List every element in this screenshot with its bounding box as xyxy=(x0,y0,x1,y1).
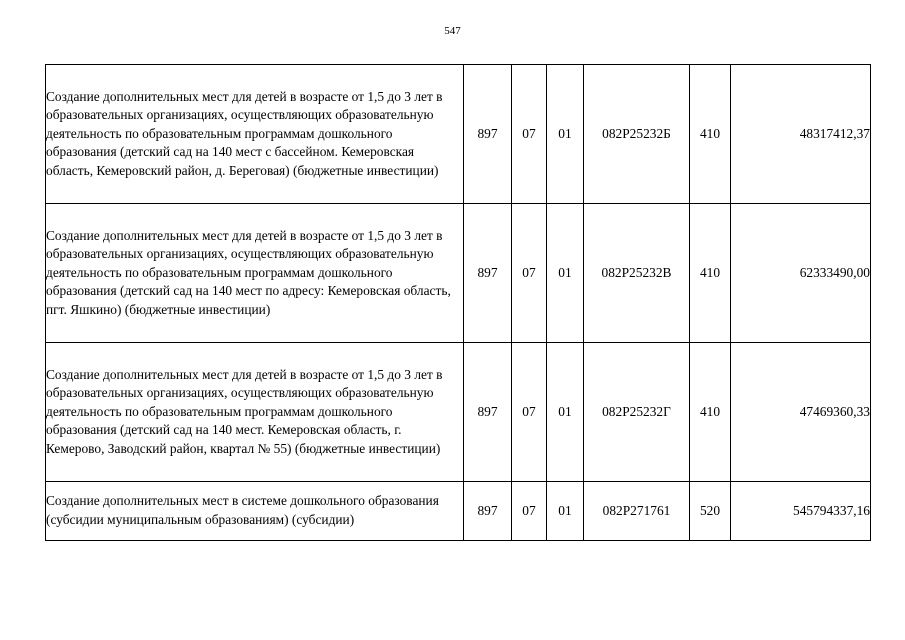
amount-cell: 47469360,33 xyxy=(731,343,871,482)
amount-cell: 545794337,16 xyxy=(731,482,871,541)
ministry-code-cell: 897 xyxy=(464,343,512,482)
section-code-cell: 07 xyxy=(512,204,547,343)
table-row xyxy=(46,343,871,482)
row-description: Создание дополнительных мест для детей в возрасте от 1,5 до 3 лет в образовательных организациях, осуществляющих образовательную деятельность по образовательным программам дошкольного образования (детский сад на 140 мест с бассейном. Кемеровская область, Кемеровский район, д. Береговая) (бюджетные инвестиции) xyxy=(46,65,464,204)
subsection-code-cell: 01 xyxy=(547,65,584,204)
row-description: Создание дополнительных мест для детей в возрасте от 1,5 до 3 лет в образовательных организациях, осуществляющих образовательную деятельность по образовательным программам дошкольного образования (детский сад на 140 мест по адресу: Кемеровская область, пгт. Яшкино) (бюджетные инвестиции) xyxy=(46,204,464,343)
ministry-code-cell: 897 xyxy=(464,482,512,541)
amount-cell: 48317412,37 xyxy=(731,65,871,204)
target-article-cell: 082P25232Б xyxy=(584,65,690,204)
table-row xyxy=(46,204,871,343)
expense-type-cell: 410 xyxy=(690,65,731,204)
section-code-cell: 07 xyxy=(512,482,547,541)
page-number: 547 xyxy=(444,25,461,37)
row-description: Создание дополнительных мест в системе дошкольного образования (субсидии муниципальным образованиям) (субсидии) xyxy=(46,482,464,541)
table-row xyxy=(46,482,871,541)
subsection-code-cell: 01 xyxy=(547,204,584,343)
subsection-code-cell: 01 xyxy=(547,482,584,541)
ministry-code-cell: 897 xyxy=(464,65,512,204)
amount-cell: 62333490,00 xyxy=(731,204,871,343)
target-article-cell: 082P271761 xyxy=(584,482,690,541)
ministry-code-cell: 897 xyxy=(464,204,512,343)
expense-type-cell: 410 xyxy=(690,204,731,343)
section-code-cell: 07 xyxy=(512,343,547,482)
target-article-cell: 082P25232В xyxy=(584,204,690,343)
target-article-cell: 082P25232Г xyxy=(584,343,690,482)
expense-type-cell: 520 xyxy=(690,482,731,541)
row-description: Создание дополнительных мест для детей в возрасте от 1,5 до 3 лет в образовательных организациях, осуществляющих образовательную деятельность по образовательным программам дошкольного образования (детский сад на 140 мест. Кемеровская область, г. Кемерово, Заводский район, квартал № 55) (бюджетные инвестиции) xyxy=(46,343,464,482)
budget-table xyxy=(45,64,871,541)
expense-type-cell: 410 xyxy=(690,343,731,482)
table-row xyxy=(46,65,871,204)
section-code-cell: 07 xyxy=(512,65,547,204)
subsection-code-cell: 01 xyxy=(547,343,584,482)
